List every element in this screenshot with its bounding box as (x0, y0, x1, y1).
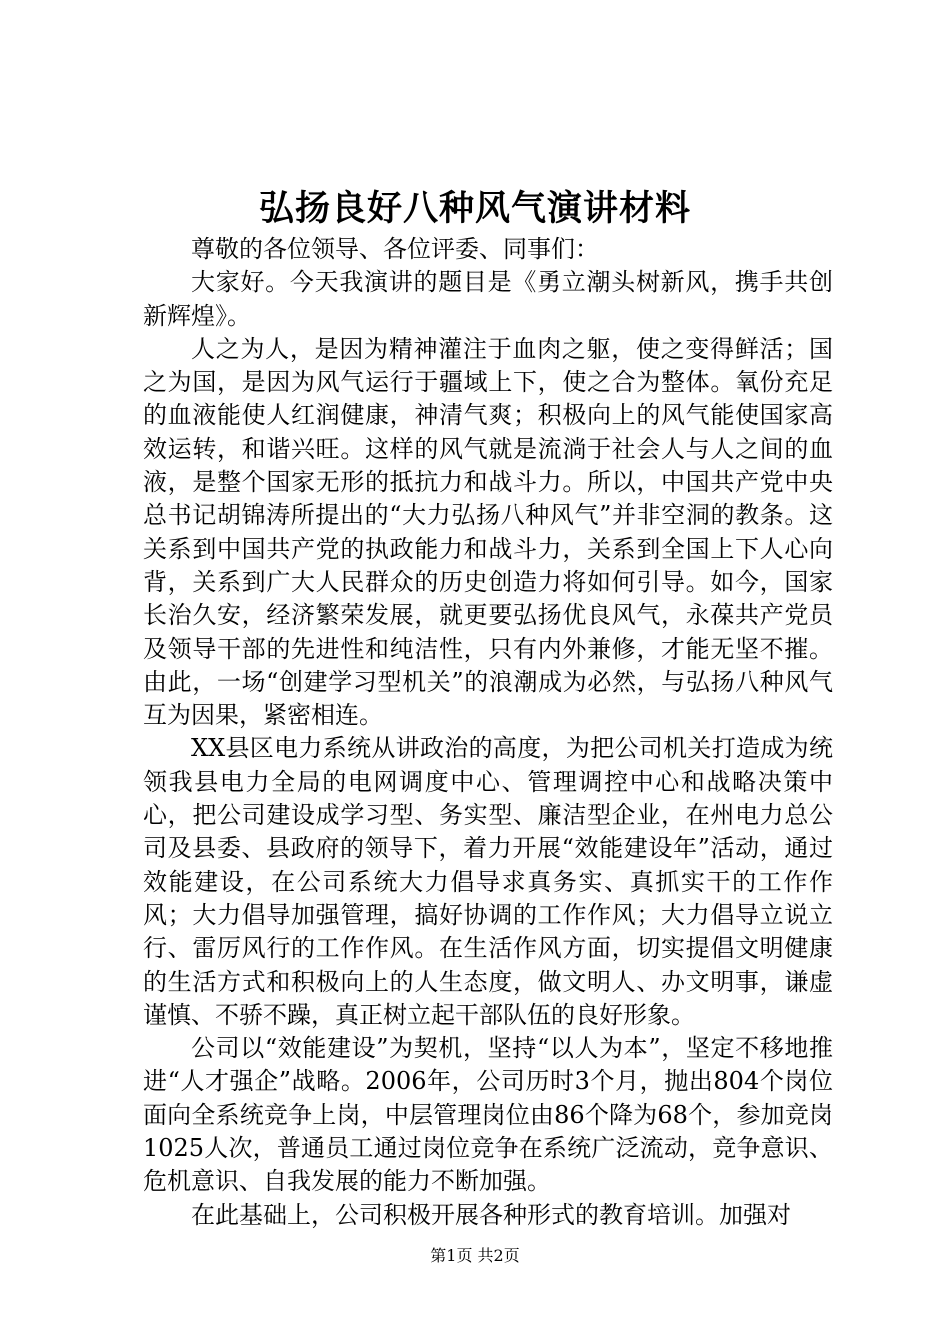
document-title: 弘扬良好八种风气演讲材料 (258, 188, 691, 229)
body-paragraph: XX县区电力系统从讲政治的高度，为把公司机关打造成为统领我县电力全局的电网调度中心、管理调控中心和战略决策中心，把公司建设成学习型、务实型、廉洁型企业，在州电力总公司及县委、县政府的领导下，着力开展“效能建设年”活动，通过效能建设，在公司系统大力倡导求真务实、真抓实干的工作作风；大力倡导加强管理，搞好协调的工作作风；大力倡导立说立行、雷厉风行的工作作风。在生活作风方面，切实提倡文明健康的生活方式和积极向上的人生态度，做文明人、办文明事，谦虚谨慎、不骄不躁，真正树立起干部队伍的良好形象。 (143, 734, 833, 1029)
page-footer: 第1页 共2页 (430, 1246, 520, 1265)
document-body (143, 233, 833, 1232)
salutation-paragraph: 尊敬的各位领导、各位评委、同事们： (191, 235, 599, 263)
body-paragraph: 人之为人，是因为精神灌注于血肉之躯，使之变得鲜活；国之为国，是因为风气运行于疆域上下，使之合为整体。氧份充足的血液能使人红润健康，神清气爽；积极向上的风气能使国家高效运转，和谐兴旺。这样的风气就是流淌于社会人与人之间的血液，是整个国家无形的抵抗力和战斗力。所以，中国共产党中央总书记胡锦涛所提出的“大力弘扬八种风气”并非空洞的教条。这关系到中国共产党的执政能力和战斗力，关系到全国上下人心向背，关系到广大人民群众的历史创造力将如何引导。如今，国家长治久安，经济繁荣发展，就更要弘扬优良风气，永葆共产党员及领导干部的先进性和纯洁性，只有内外兼修，才能无坚不摧。由此，一场“创建学习型机关”的浪潮成为必然，与弘扬八种风气互为因果，紧密相连。 (143, 334, 833, 730)
body-paragraph: 公司以“效能建设”为契机，坚持“以人为本”，坚定不移地推进“人才强企”战略。2006年，公司历时3个月，抛出804个岗位面向全系统竞争上岗，中层管理岗位由86个降为68个，参加竞岗1025人次，普通员工通过岗位竞争在系统广泛流动，竞争意识、危机意识、自我发展的能力不断加强。 (143, 1034, 833, 1196)
body-paragraph: 大家好。今天我演讲的题目是《勇立潮头树新风，携手共创新辉煌》。 (143, 268, 833, 330)
body-paragraph: 在此基础上，公司积极开展各种形式的教育培训。加强对 (191, 1200, 791, 1229)
